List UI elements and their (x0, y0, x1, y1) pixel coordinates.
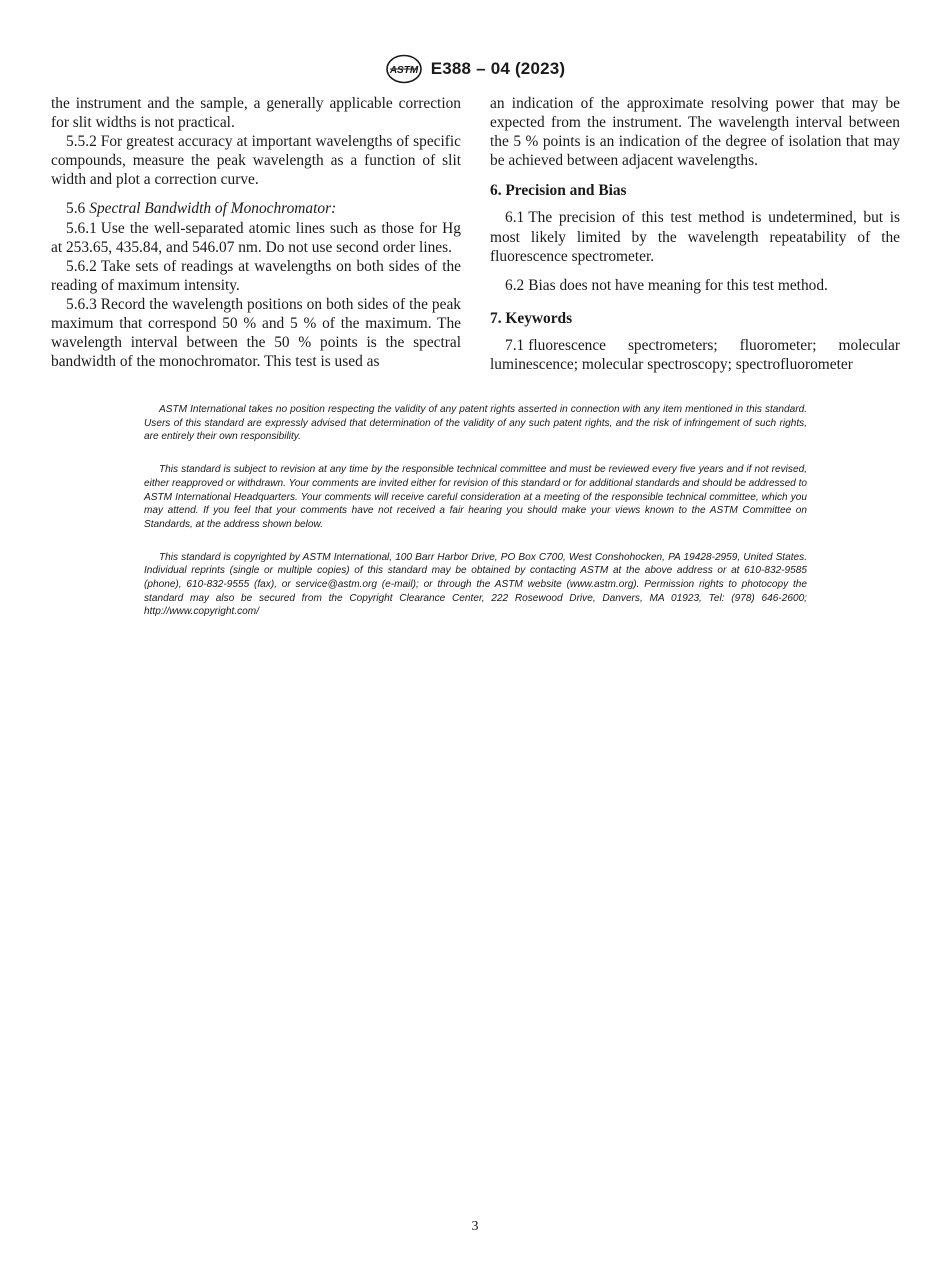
astm-logo-icon (385, 54, 423, 84)
paragraph-text: Bias does not have meaning for this test method. (528, 276, 828, 294)
section-heading-keywords: 7. Keywords (490, 309, 573, 327)
astm-logo-text: ASTM (389, 65, 418, 76)
revision-notice: This standard is subject to revision at any time by the responsible technical committee and must be reviewed every five years and if not revised, either reapproved or withdrawn. Your comments are invited either for revision of this standard or for additional standards and should be addressed to ASTM International Headquarters. Your comments will receive careful consideration at a meeting of the responsible technical committee, which you may attend. If you feel that your comments have not received a fair hearing you should make your views known to the ASTM Committee on Standards, at the address shown below. (144, 464, 808, 530)
paragraph-continuation: an indication of the approximate resolving power that may be expected from the instrument. The wavelength interval between the 5 % points is an indication of the degree of isolation that may be achieved between adjacent wavelengths. (490, 95, 900, 170)
paragraph-text: Record the wavelength positions on both sides of the peak maximum that correspond 50 % and 5 % of the maximum. The wavelength interval between the 50 % points is the spectral bandwidth of the monochromator. This test is used as (51, 295, 461, 371)
paragraph-5-6-2 (51, 257, 461, 295)
paragraph-text: The precision of this test method is undetermined, but is most likely limited by the wavelength repeatability of the fluorescence spectrometer. (490, 209, 900, 265)
page-header (0, 52, 950, 86)
paragraph-text: Take sets of readings at wavelengths on both sides of the reading of maximum intensity. (51, 257, 461, 294)
section-number: 6.2 (505, 276, 525, 294)
paragraph-6-1 (490, 208, 900, 265)
paragraph-continuation: the instrument and the sample, a generally applicable correction for slit widths is not practical. (51, 95, 461, 132)
section-number: 5.6 (66, 200, 86, 218)
copyright-notice: This standard is copyrighted by ASTM International, 100 Barr Harbor Drive, PO Box C700, West Conshohocken, PA 19428-2959, United States. Individual reprints (single or multiple copies) of this standard may be obtained by contacting ASTM at the above address or at 610-832-9585 (phone), 610-832-9555 (fax), or service@astm.org (e-mail); or through the ASTM website (www.astm.org). Permission rights to photocopy the standard may also be secured from the Copyright Clearance Center, 222 Rosewood Drive, Danvers, MA 01923, Tel: (978) 646-2600; http://www.copyright.com/ (144, 551, 807, 618)
section-number: 5.6.2 (66, 257, 97, 275)
section-number: 5.6.3 (66, 295, 97, 313)
paragraph-text: For greatest accuracy at important wavelengths of specific compounds, measure the peak wavelength as a function of slit width and plot a correction curve. (51, 133, 461, 189)
left-column (51, 94, 461, 371)
section-number: 5.6.1 (66, 219, 97, 237)
right-column (490, 94, 900, 374)
section-number: 7.1 (505, 336, 525, 354)
section-heading-precision-bias: 6. Precision and Bias (490, 182, 627, 200)
paragraph-5-6-3 (51, 295, 461, 371)
standard-designation: E388 – 04 (2023) (430, 59, 566, 78)
page-number: 3 (471, 1219, 479, 1234)
paragraph-7-1 (490, 336, 900, 374)
section-number: 5.5.2 (66, 133, 97, 151)
paragraph-6-2 (490, 276, 900, 295)
patent-notice: ASTM International takes no position respecting the validity of any patent rights asserted in connection with any item mentioned in this standard. Users of this standard are expressly advised that determination of the validity of any such patent rights, and the risk of infringement of such rights, are entirely their own responsibility. (144, 404, 807, 443)
section-title: Spectral Bandwidth of Monochromator: (89, 200, 337, 218)
section-number: 6.1 (505, 209, 525, 227)
paragraph-text: fluorescence spectrometers; fluorometer; molecular luminescence; molecular spectroscopy; spectrofluorometer (490, 336, 900, 374)
legal-footnotes (144, 403, 807, 638)
paragraph-text: Use the well-separated atomic lines such as those for Hg at 253.65, 435.84, and 546.07 nm. Do not use second order lines. (51, 219, 461, 256)
section-5-6-title (51, 199, 461, 218)
paragraph-5-5-2 (51, 132, 461, 189)
paragraph-5-6-1 (51, 219, 461, 257)
